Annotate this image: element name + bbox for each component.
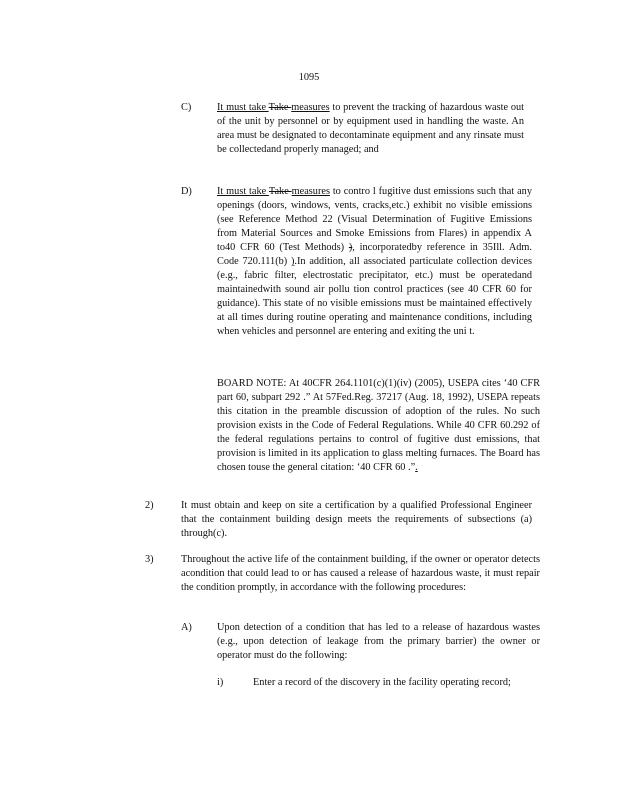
item-c-lead-tail: measures bbox=[291, 102, 330, 113]
item-d-body-2: , incorporatedby reference in 35Ill. Adm. Code 720.111(b) bbox=[217, 242, 532, 267]
item-3-text: Throughout the active life of the containment building, if the owner or operator detects acondition that could lead to or has caused a release of hazardous waste, it must repair the condition promptly, in accordance with the following procedures: bbox=[181, 554, 540, 593]
board-note bbox=[217, 377, 540, 475]
item-2-text: It must obtain and keep on site a certification by a qualified Professional Engineer that the containment building design meets the requirements of subsections (a) through(c). bbox=[181, 500, 532, 539]
item-c-text bbox=[217, 101, 524, 157]
item-d-body-1: to contro l fugitive dust emissions such that any openings (doors, windows, vents, cracks,etc.) exhibit no visible emissions (see Reference Method 22 (Visual Determination of Fugitive Emissions from Material Sources and Smoke Emissions from Flares) in appendix A to40 CFR 60 (Test Methods) bbox=[217, 186, 532, 253]
item-d-struck-paren: ) bbox=[348, 242, 353, 253]
item-c-struck: Take bbox=[268, 102, 292, 113]
board-note-text: BOARD NOTE: At 40CFR 264.1101(c)(1)(iv) (2005), USEPA cites ‘40 CFR part 60, subpart 292 .” At 57Fed.Reg. 37217 (Aug. 18, 1992), USEPA repeats this citation in the preamble discussion of adoption of the rules. No such provision exists in the Code of Federal Regulations. While 40 CFR 60.292 of the federal regulations pertains to control of fugitive dust emissions, that provision is limited in its application to glass melting furnaces. The Board has chosen touse the general citation: ‘40 CFR 60 .” bbox=[217, 378, 540, 473]
item-a-text: Upon detection of a condition that has led to a release of hazardous wastes (e.g., upon detection of leakage from the primary barrier) the owner or operator must do the following: bbox=[217, 622, 540, 661]
item-c-lead: It must take bbox=[217, 102, 269, 113]
item-i-marker: i) bbox=[217, 677, 224, 688]
item-2-marker: 2) bbox=[145, 500, 154, 511]
item-a-marker: A) bbox=[181, 622, 192, 633]
item-d-marker: D) bbox=[181, 186, 192, 197]
item-d-lead-tail: measures bbox=[291, 186, 330, 197]
item-d-text bbox=[217, 185, 532, 339]
item-d-struck: Take bbox=[268, 186, 292, 197]
item-d-body-3: .In addition, all associated particulate collection devices (e.g., fabric filter, electrostatic precipitator, etc.) must be operatedand maintainedwith sound air pollu tion control practices (see 40 CFR 60 for guidance). This state of no visible emissions must be maintained effectively at all times during routine operating and maintenance conditions, including when vehicles and personnel are entering and exiting the uni t. bbox=[217, 256, 533, 337]
item-3-marker: 3) bbox=[145, 554, 154, 565]
item-c-body: to prevent the tracking of hazardous waste out of the unit by personnel or by equipment used in handling the waste. An area must be designated to decontaminate equipment and any rinsate must be collectedand properly managed; and bbox=[217, 102, 525, 155]
item-d-lead: It must take bbox=[217, 186, 269, 197]
board-note-tail: . bbox=[415, 462, 418, 473]
item-d-underlined-paren: ) bbox=[290, 256, 295, 267]
item-i-text: Enter a record of the discovery in the facility operating record; bbox=[253, 677, 511, 688]
item-c-marker: C) bbox=[181, 102, 192, 113]
page-number: 1095 bbox=[298, 72, 320, 83]
